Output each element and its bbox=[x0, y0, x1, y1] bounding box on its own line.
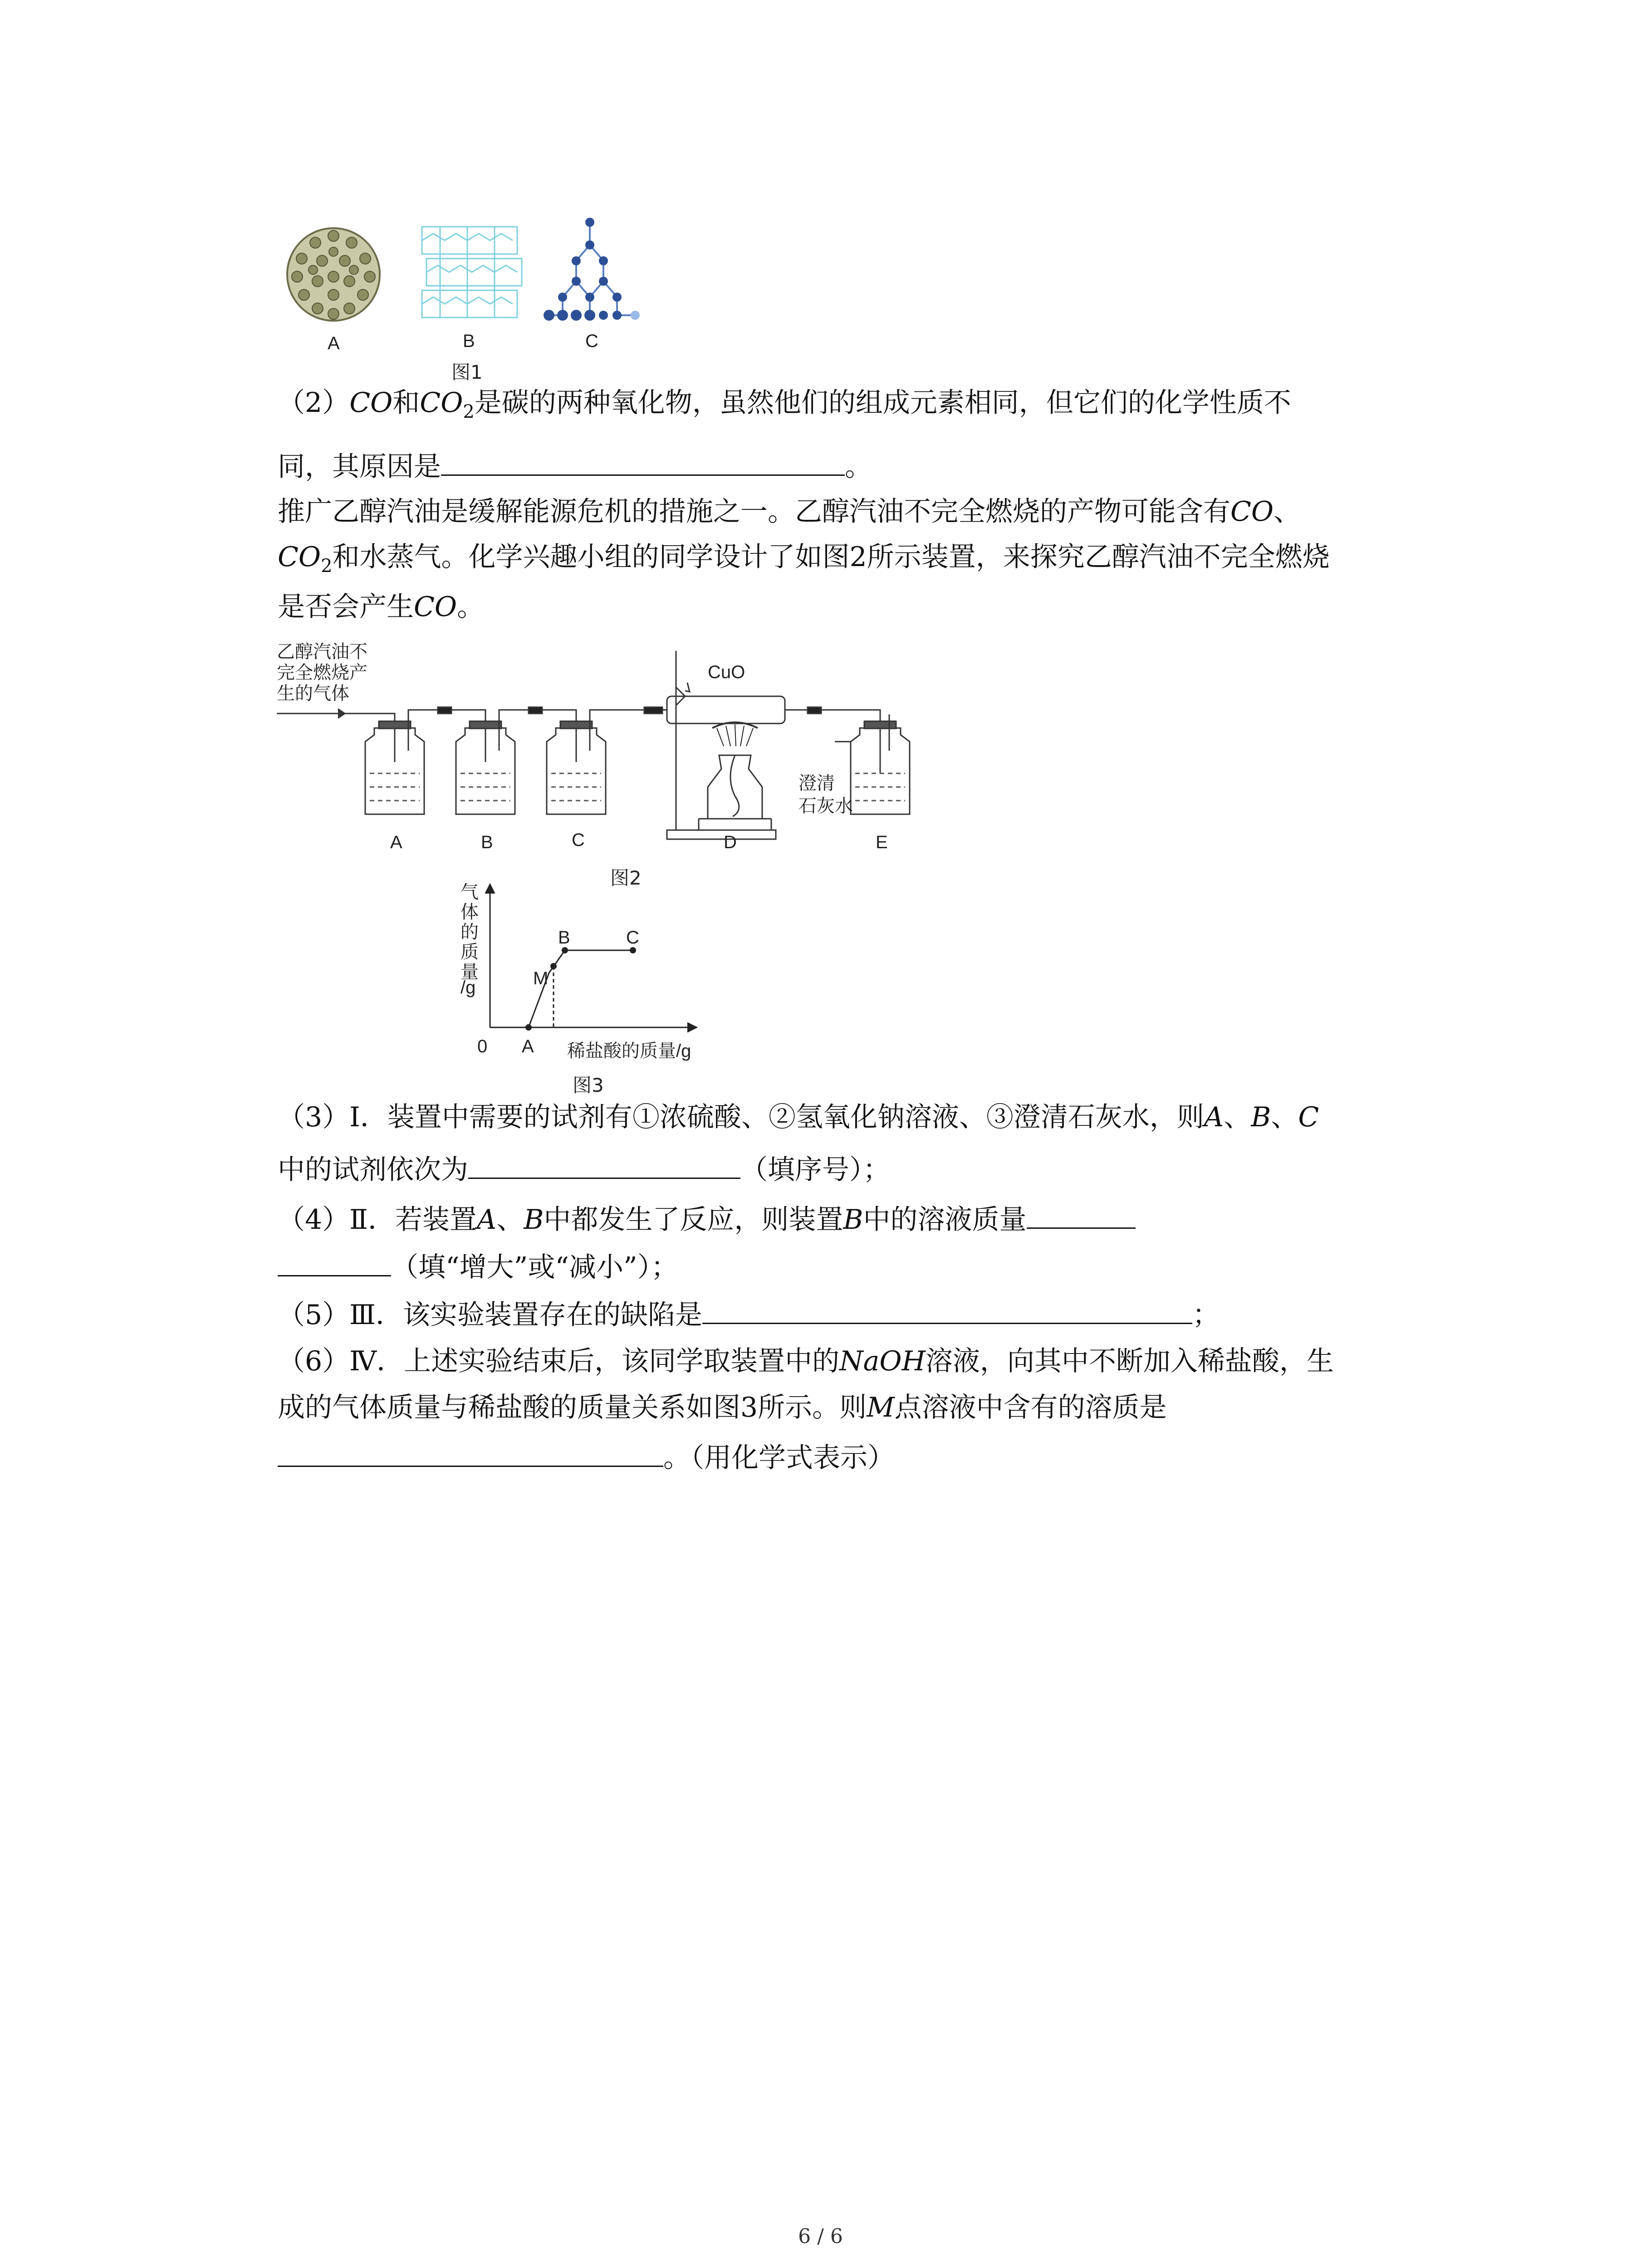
figure-2-gas-label-1: 乙醇汽油不 bbox=[277, 642, 367, 662]
intro-line-2 bbox=[278, 542, 1330, 581]
figure-3-ylabel-1: 气 bbox=[460, 882, 479, 902]
figure-3-ylabel-4: 质 bbox=[460, 942, 479, 962]
q6-text-5: 。（用化学式表示） bbox=[663, 1442, 895, 1474]
intro-text-2: 和水蒸气。化学兴趣小组的同学设计了如图2所示装置，来探究乙醇汽油不完全燃烧 bbox=[332, 541, 1330, 573]
q3-line-2 bbox=[278, 1152, 890, 1185]
q6-naoh: NaOH bbox=[839, 1345, 926, 1377]
figure-3-xlabel: 稀盐酸的质量/g bbox=[567, 1041, 691, 1061]
figure-2-label-d: D bbox=[724, 832, 737, 852]
figure-3-chart bbox=[454, 878, 726, 1059]
point-m bbox=[550, 963, 557, 969]
figure-3-ylabel-5: 量 bbox=[460, 962, 479, 982]
intro-co-2: CO bbox=[414, 591, 457, 623]
q3-sep-1: 、 bbox=[1224, 1101, 1251, 1133]
figure-2-caption: 图2 bbox=[610, 867, 642, 889]
q3-text-3: （填序号）； bbox=[740, 1154, 890, 1186]
q3-text-1: （3）Ⅰ．装置中需要的试剂有①浓硫酸、②氢氧化钠溶液、③澄清石灰水，则 bbox=[278, 1101, 1204, 1133]
q2-and: 和 bbox=[392, 387, 420, 419]
figure-2-cuo-label: CuO bbox=[708, 662, 745, 682]
figure-2-limewater-label-1: 澄清 bbox=[798, 773, 835, 793]
intro-co2: CO bbox=[278, 541, 321, 573]
figure-3-point-a-label: A bbox=[522, 1036, 534, 1056]
q6-answer-blank[interactable] bbox=[278, 1440, 663, 1467]
figure-2-limewater-label-2: 石灰水 bbox=[798, 796, 853, 816]
q6-line-3 bbox=[278, 1440, 895, 1473]
diamond-model bbox=[544, 218, 640, 321]
intro-line-1 bbox=[278, 497, 1301, 527]
figure-1-label-c: C bbox=[585, 331, 598, 351]
point-b bbox=[562, 947, 568, 953]
q4-b-2: B bbox=[843, 1204, 863, 1236]
q3-c: C bbox=[1298, 1101, 1319, 1133]
intro-text-1: 推广乙醇汽油是缓解能源危机的措施之一。乙醇汽油不完全燃烧的产物可能含有 bbox=[278, 496, 1230, 528]
q6-text-1: （6）Ⅳ．上述实验结束后，该同学取装置中的 bbox=[278, 1345, 840, 1377]
intro-line-3 bbox=[278, 592, 484, 622]
q3-answer-blank[interactable] bbox=[468, 1152, 740, 1179]
q4-text-3: 中的溶液质量 bbox=[863, 1204, 1027, 1236]
q6-text-2: 溶液，向其中不断加入稀盐酸，生 bbox=[925, 1345, 1334, 1377]
intro-text-3: 是否会产生 bbox=[278, 591, 414, 623]
graphite-model bbox=[422, 227, 522, 318]
q6-line-1 bbox=[278, 1346, 1334, 1376]
formula-co2-subscript: 2 bbox=[463, 401, 475, 422]
q6-text-4: 点溶液中含有的溶质是 bbox=[894, 1392, 1167, 1423]
q2-answer-blank[interactable] bbox=[441, 449, 845, 476]
figure-3-origin: 0 bbox=[477, 1036, 488, 1056]
q4-a: A bbox=[476, 1204, 497, 1236]
fullerene-model bbox=[287, 228, 380, 321]
figure-3-ylabel-6: /g bbox=[460, 978, 476, 997]
point-c bbox=[630, 947, 636, 953]
q3-text-2: 中的试剂依次为 bbox=[278, 1154, 468, 1186]
q4-sep: 、 bbox=[496, 1204, 524, 1236]
q4-b: B bbox=[524, 1204, 544, 1236]
figure-3-point-b-label: B bbox=[558, 928, 570, 948]
q5-line bbox=[278, 1297, 1220, 1330]
figure-2-label-a: A bbox=[390, 832, 402, 852]
intro-comma: 、 bbox=[1274, 496, 1301, 528]
point-a bbox=[525, 1024, 532, 1031]
q4-line-1 bbox=[278, 1202, 1136, 1235]
q4-text-4: （填“增大”或“减小”）； bbox=[391, 1251, 678, 1283]
q3-sep-2: 、 bbox=[1271, 1101, 1298, 1133]
q3-b: B bbox=[1251, 1101, 1271, 1133]
intro-co: CO bbox=[1230, 496, 1274, 528]
q5-answer-blank[interactable] bbox=[702, 1297, 1192, 1324]
figure-3-point-c-label: C bbox=[626, 928, 639, 948]
q2-text: 是碳的两种氧化物，虽然他们的组成元素相同，但它们的化学性质不 bbox=[474, 387, 1291, 419]
figure-1-label-b: B bbox=[463, 331, 475, 351]
q4-text-1: （4）Ⅱ．若装置 bbox=[278, 1204, 477, 1236]
q3-line-1 bbox=[278, 1102, 1319, 1132]
figure-3-point-m-label: M bbox=[533, 968, 549, 988]
figure-3-caption: 图3 bbox=[573, 1074, 604, 1096]
figure-3-ylabel-3: 的 bbox=[460, 922, 479, 942]
q5-semicolon: ； bbox=[1192, 1299, 1220, 1331]
series-line bbox=[490, 950, 633, 1027]
figure-2-apparatus bbox=[277, 637, 930, 855]
figure-2-label-c: C bbox=[572, 830, 585, 850]
figure-2-label-b: B bbox=[481, 832, 493, 852]
page-number: 6 / 6 bbox=[798, 2225, 843, 2248]
q2-prompt: 同，其原因是 bbox=[278, 451, 441, 483]
q2-number: （2） bbox=[278, 387, 350, 419]
figure-2-gas-label-3: 生的气体 bbox=[277, 684, 349, 704]
q4-answer-blank-2[interactable] bbox=[278, 1250, 391, 1276]
x-axis-arrow bbox=[687, 1023, 696, 1032]
q3-a: A bbox=[1204, 1101, 1224, 1133]
q2-line-1 bbox=[278, 388, 1291, 427]
figure-2-gas-label-2: 完全燃烧产 bbox=[277, 663, 367, 683]
figure-3 bbox=[454, 878, 726, 1105]
intro-period: 。 bbox=[457, 591, 485, 623]
q5-text: （5）Ⅲ．该实验装置存在的缺陷是 bbox=[278, 1299, 703, 1331]
figure-3-ylabel-2: 体 bbox=[460, 902, 479, 922]
figure-1-label-a: A bbox=[328, 333, 340, 353]
y-axis-arrow bbox=[485, 885, 495, 894]
intro-co2-subscript: 2 bbox=[321, 556, 333, 577]
formula-co: CO bbox=[349, 387, 393, 419]
formula-co2: CO bbox=[420, 387, 463, 419]
figure-1 bbox=[277, 218, 649, 390]
q4-line-2 bbox=[278, 1250, 678, 1282]
figure-2 bbox=[277, 637, 930, 891]
figure-1-caption: 图1 bbox=[451, 361, 483, 383]
q2-line-2 bbox=[278, 449, 872, 482]
q4-text-2: 中都发生了反应，则装置 bbox=[544, 1204, 843, 1236]
q6-text-3: 成的气体质量与稀盐酸的质量关系如图3所示。则 bbox=[278, 1392, 867, 1423]
q6-m: M bbox=[867, 1392, 895, 1423]
q4-answer-blank-1[interactable] bbox=[1027, 1202, 1136, 1229]
q6-line-2 bbox=[278, 1393, 1167, 1422]
q2-period: 。 bbox=[845, 451, 872, 483]
figure-2-label-e: E bbox=[876, 832, 888, 852]
